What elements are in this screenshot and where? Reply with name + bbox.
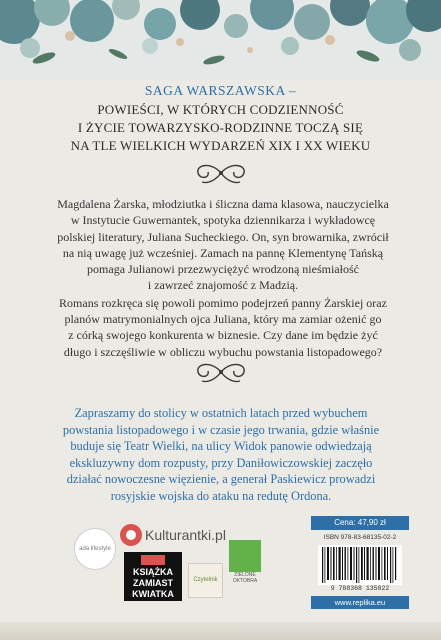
blurb-line: polskiej literatury, Juliana Sucheckiego. On, syn browarnika, zwrócił [57,229,389,244]
promo-line: ekskluzywny dom rozpusty, przy Daniłowiczowskiej zaczęło [69,455,373,470]
promo-line: buduje się Teatr Wielki, na ulicy Widok panowie odwiedzają [70,439,372,454]
series-title: SAGA WARSZAWSKA – [144,83,297,98]
isbn-label: ISBN 978-83-68135-02-2 [323,534,397,541]
floral-header-illustration [0,0,441,80]
series-subtitle-line: I ŻYCIE TOWARZYSKO-RODZINNE TOCZĄ SIĘ [77,120,364,135]
promo-line: rosyjskie wojska do ataku na redutę Ordona. [110,488,332,503]
reader-logo: Czytelnik [188,563,223,598]
kulturantki-logo [120,522,226,548]
green-logo-caption: ZIELONE OKTOBRA [232,572,258,584]
ksiazka-line: ZAMIAST [133,578,173,588]
series-subtitle-line: NA TLE WIELKICH WYDARZEŃ XIX I XX WIEKU [70,138,371,153]
blurb-line: w Instytucie Guwernantek, spotyka dziennikarza i wykładowcę [70,213,376,228]
flourish-ornament-icon [188,160,254,186]
ksiazka-zamiast-kwiatka-logo [124,552,182,601]
promo-line: Zapraszamy do stolicy w ostatnich latach przed wybuchem [74,406,368,420]
kulturantki-label: Kulturantki.pl [145,527,226,543]
ksiazka-line: KSIĄŻKA [133,567,173,577]
promo-line: działać nowoczesne więzienie, a generał Paskiewicz prowadzi [66,472,376,487]
blurb-line: Romans rozkręca się powoli pomimo podejrzeń panny Żarskiej oraz [59,295,387,310]
blurb-line: pomaga Julianowi przezwyciężyć wrodzoną nieśmiałość [87,262,359,277]
ada-lifestyle-logo: ada lifestyle [74,528,116,570]
blurb-text [46,196,400,360]
flower-icon [141,555,165,565]
blurb-line: Magdalena Żarska, młodziutka i śliczna dama klasowa, nauczycielka [57,197,389,211]
green-publisher-logo [229,540,261,584]
price-label: Cena: 47,90 zł [311,516,409,530]
green-square-icon [229,540,261,572]
blurb-line: i zawrzeć znajomość z Madzią. [147,278,299,293]
flourish-ornament-icon [188,359,254,385]
barcode-icon [318,545,402,585]
barcode-digits: 9 788368 135022 [330,585,390,592]
publisher-website: www.replika.eu [311,596,409,609]
kulturantki-badge-icon [120,524,142,546]
ksiazka-line: KWIATKA [132,589,174,599]
blurb-line: planów matrymonialnych ojca Juliana, który ma zamiar ożenić go [64,312,382,327]
promo-line: powstania listopadowego i w czasie jego trwania, gdzie właśnie [62,422,380,437]
blurb-paragraph [46,196,400,294]
promo-text [36,405,406,505]
bottom-edge [0,622,441,640]
blurb-line: na nią uwagę już wcześniej. Zamach na pannę Klementynę Tańską [62,245,384,260]
blurb-line: długo i szczęśliwie w obliczu wybuchu powstania listopadowego? [63,344,383,359]
blurb-paragraph [46,295,400,360]
series-subtitle-line: POWIEŚCI, W KTÓRYCH CODZIENNOŚĆ [97,102,344,117]
blurb-line: z córką swojego konkurenta w biznesie. Czy dane im będzie żyć [68,328,378,343]
series-subtitle [0,101,441,155]
